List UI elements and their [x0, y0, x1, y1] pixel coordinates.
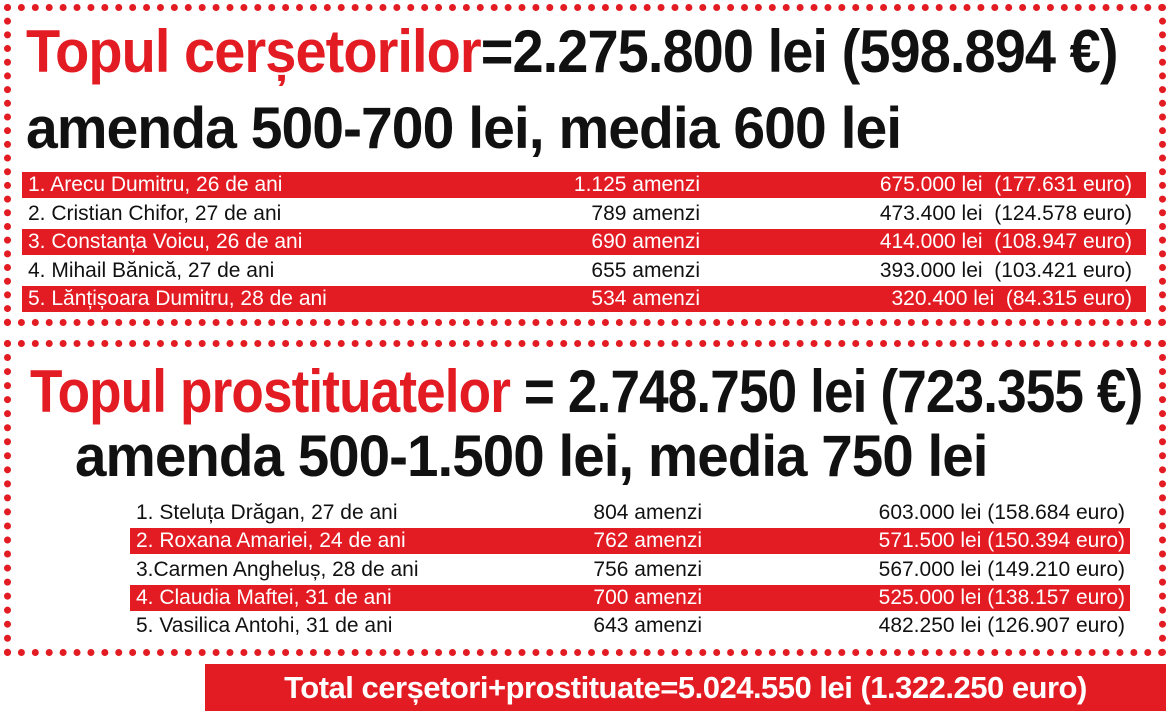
beggars-row-fines: 690 amenzi: [591, 230, 700, 253]
prostitutes-row-amount: 571.500 lei (150.394 euro): [878, 529, 1125, 553]
beggars-title-total: =2.275.800 lei (598.894 €): [480, 18, 1118, 85]
beggars-row-name: 1. Arecu Dumitru, 26 de ani: [28, 173, 283, 196]
beggars-subtitle: amenda 500-700 lei, media 600 lei: [26, 96, 902, 161]
beggars-row: [22, 229, 1146, 255]
beggars-row-amount: 320.400 lei (84.315 euro): [891, 287, 1132, 310]
beggars-row-amount: 473.400 lei (124.578 euro): [879, 201, 1132, 225]
prostitutes-row: [130, 613, 1130, 639]
prostitutes-row-fines: 756 amenzi: [593, 557, 702, 581]
beggars-title-highlight: Topul cerșetorilor: [26, 18, 481, 85]
beggars-row-fines: 1.125 amenzi: [573, 173, 700, 196]
beggars-row-amount: 414.000 lei (108.947 euro): [879, 230, 1132, 253]
prostitutes-row-fines: 700 amenzi: [593, 585, 702, 609]
beggars-row-fines: 789 amenzi: [591, 201, 700, 225]
prostitutes-title-highlight: Topul prostituatelor: [30, 358, 511, 425]
beggars-title: [26, 18, 1118, 85]
beggars-row-name: 2. Cristian Chifor, 27 de ani: [28, 201, 282, 225]
prostitutes-row-name: 4. Claudia Maftei, 31 de ani: [136, 585, 392, 609]
prostitutes-row-amount: 482.250 lei (126.907 euro): [878, 614, 1125, 638]
beggars-row-fines: 534 amenzi: [591, 287, 700, 310]
prostitutes-row: [130, 585, 1130, 611]
beggars-row: [22, 201, 1146, 227]
prostitutes-row-amount: 603.000 lei (158.684 euro): [878, 501, 1125, 524]
prostitutes-row-amount: 525.000 lei (138.157 euro): [878, 585, 1125, 609]
prostitutes-row-name: 5. Vasilica Antohi, 31 de ani: [136, 614, 393, 638]
beggars-row: [22, 172, 1146, 198]
prostitutes-row: [130, 557, 1130, 583]
beggars-row: [22, 258, 1146, 284]
beggars-row-name: 5. Lănțișoara Dumitru, 28 de ani: [28, 287, 327, 310]
prostitutes-subtitle: amenda 500-1.500 lei, media 750 lei: [75, 424, 988, 489]
prostitutes-row-amount: 567.000 lei (149.210 euro): [878, 557, 1125, 581]
beggars-row-name: 4. Mihail Bănică, 27 de ani: [28, 258, 275, 282]
prostitutes-row-name: 1. Steluța Drăgan, 27 de ani: [136, 501, 398, 524]
prostitutes-row-fines: 643 amenzi: [593, 614, 702, 638]
prostitutes-row-name: 2. Roxana Amariei, 24 de ani: [136, 529, 406, 553]
beggars-row-fines: 655 amenzi: [591, 258, 700, 282]
beggars-row-name: 3. Constanța Voicu, 26 de ani: [28, 230, 303, 253]
prostitutes-row-fines: 804 amenzi: [593, 501, 702, 524]
prostitutes-row-fines: 762 amenzi: [593, 529, 702, 553]
beggars-row-amount: 675.000 lei (177.631 euro): [879, 173, 1132, 196]
prostitutes-row-name: 3.Carmen Angheluș, 28 de ani: [136, 557, 419, 581]
prostitutes-row: [130, 500, 1130, 526]
total-banner: Total cerșetori+prostituate=5.024.550 lei (1.322.250 euro): [205, 664, 1166, 711]
prostitutes-row: [130, 528, 1130, 554]
prostitutes-title-total: = 2.748.750 lei (723.355 €): [510, 358, 1143, 425]
beggars-row: [22, 286, 1146, 312]
beggars-row-amount: 393.000 lei (103.421 euro): [879, 258, 1132, 282]
prostitutes-title: [30, 358, 1143, 425]
